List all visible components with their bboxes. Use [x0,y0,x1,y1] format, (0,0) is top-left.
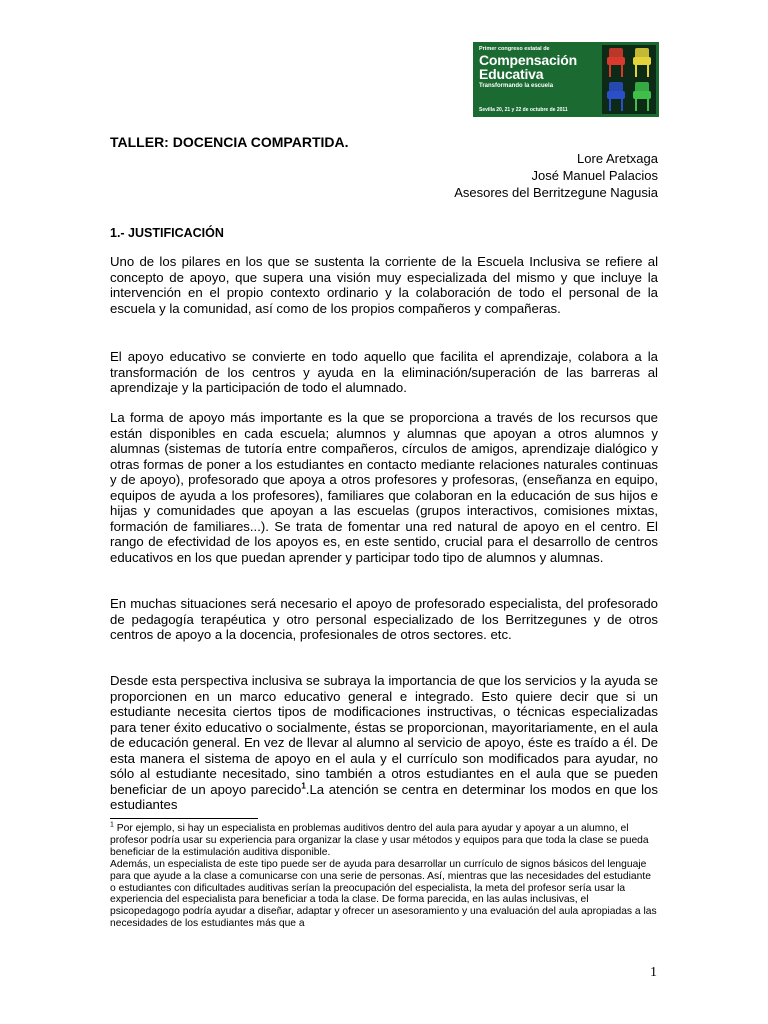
paragraph-with-footnote [110,673,658,813]
paragraph: En muchas situaciones será necesario el apoyo de profesorado especialista, del profesorado de pedagogía terapéutica y otro personal especializado de los Berritzegunes y de otros centros de apoyo a la docencia, profesionales de otros sectores. etc. [110,596,658,642]
logo-date: Sevilla 20, 21 y 22 de octubre de 2011 [479,107,568,113]
blue-chair-icon [604,81,628,112]
page-number: 1 [650,965,657,980]
logo-small-title: Primer congreso estatal de [479,46,550,52]
footnote-marker: 1 [110,821,114,829]
yellow-chair-icon [630,47,654,78]
author-line: Lore Aretxaga [577,151,658,166]
logo-title-line2: Educativa [479,66,544,82]
section-heading: 1.- JUSTIFICACIÓN [110,226,224,240]
paragraph: El apoyo educativo se convierte en todo aquello que facilita el aprendizaje, colabora a la transformación de los centros y ayuda en la eliminación/superación de las barreras al aprendizaje y la participación de todo el alumnado. [110,349,658,395]
authors-block [454,150,658,201]
footnote-paragraph [110,823,658,859]
paragraph-tail: .La atención se centra en determinar los modos en que los estudiantes [110,781,658,812]
paragraph: La forma de apoyo más importante es la que se proporciona a través de los recursos que están disponibles en cada escuela; alumnos y alumnas que apoyan a otros alumnos y alumnas (sistemas de tutoría entre compañeros, círculos de amigos, aprendizaje dialógico y otras formas de poner a los estudiantes en contacto mediante relaciones naturales continuas y de apoyo), profesorado que apoya a otros profesores y profesoras, (enseñanza en equipo, equipos de ayuda a los profesores), familiares que colaboran en la educación de sus hijos e hijas y comunidades que apoyan a las escuelas (grupos interactivos, comisiones mixtas, formación de familiares...). Se trata de fomentar una red natural de apoyo en el centro. El rango de efectividad de los apoyos es, en este sentido, crucial para el desarrollo de centros educativos en los que puedan aprender y participar todo tipo de alumnos y alumnas. [110,410,658,565]
footnote-text: Por ejemplo, si hay un especialista en problemas auditivos dentro del aula para ayudar y apoyar a un alumno, el profesor podría usar su experiencia para organizar la clase y usar métodos y equipos para que toda la clase se pueda beneficiar de la estimulación auditiva disponible. [110,823,649,858]
logo-subtitle: Transformando la escuela [479,83,554,89]
footnote-separator [110,818,258,819]
green-chair-icon [630,81,654,112]
red-chair-icon [604,47,628,78]
author-line: José Manuel Palacios [531,168,658,183]
document-title: TALLER: DOCENCIA COMPARTIDA. [110,134,349,150]
logo-text-block [479,46,599,90]
chairs-image [602,45,656,114]
paragraph: Uno de los pilares en los que se sustenta la corriente de la Escuela Inclusiva se refiere al concepto de apoyo, que supera una visión muy especializada del mismo y que incluye la intervención en el propio contexto ordinario y la colaboración de todo el personal de la escuela y la comunidad, así como de los propios compañeros y compañeras. [110,254,658,316]
congress-logo [473,42,659,117]
footnote-reference[interactable]: 1 [301,781,306,791]
footnote [110,823,658,930]
paragraph-text: Desde esta perspectiva inclusiva se subraya la importancia de que los servicios y la ayuda se proporcionen en un marco educativo general e integrado. Esto quiere decir que si un estudiante necesita ciertos tipos de modificaciones instructivas, o técnicas especializadas para tener éxito educativo o socialmente, éstas se proporcionan, mayoritariamente, en el aula de educación general. En vez de llevar al alumno al servicio de apoyo, éste es traído a él. De esta manera el sistema de apoyo en el aula y el currículo son modificados para ayudar, no sólo al estudiante necesitado, sino también a otros estudiantes en el aula que se pueden beneficiar de un apoyo parecido [110,673,658,797]
footnote-paragraph: Además, un especialista de este tipo puede ser de ayuda para desarrollar un currículo de signos básicos del lenguaje para que ayude a la clase a comunicarse con una serie de personas. Así, mientras que las necesidades del estudiante o estudiantes con dificultades auditivas serían la preocupación del especialista, la meta del profesor sería usar la experiencia del especialista para beneficiar a toda la clase. De forma parecida, en las aulas inclusivas, el psicopedagogo podría ayudar a diseñar, adaptar y ofrecer un asesoramiento y una evaluación del aula apropiadas a las necesidades de los estudiantes más que a [110,858,657,930]
author-affiliation: Asesores del Berritzegune Nagusia [454,185,658,200]
logo-title-line1: Compensación [479,52,577,68]
